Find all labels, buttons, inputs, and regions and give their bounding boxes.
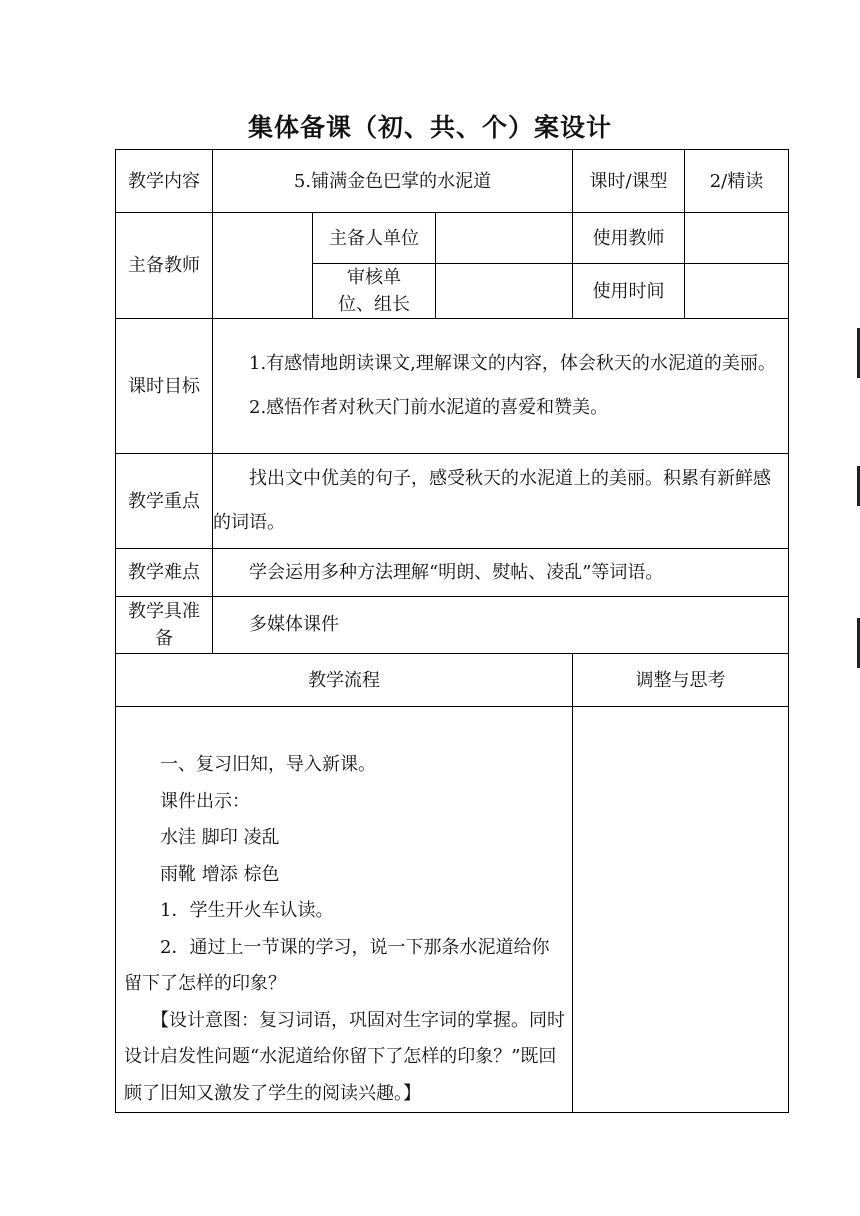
flow-words-2: 雨靴 增添 棕色 — [160, 863, 280, 885]
row-flow-content — [116, 707, 789, 1113]
goal-item: 1.有感情地朗读课文,理解课文的内容，体会秋天的水泥道的美丽。 — [249, 353, 776, 374]
value-review-unit — [436, 264, 573, 319]
page-title: 集体备课（初、共、个）案设计 — [247, 113, 612, 142]
row-difficulties — [116, 549, 789, 597]
value-goals — [213, 319, 789, 454]
value-user-teacher — [685, 213, 789, 264]
row-goals — [116, 319, 789, 454]
flow-words-1: 水洼 脚印 凌乱 — [160, 827, 280, 848]
header-adjust-reflect: 调整与思考 — [573, 654, 789, 707]
row-materials — [116, 597, 789, 654]
flow-step-2: 2．通过上一节课的学习，说一下那条水泥道给你留下了怎样的印象？ — [124, 936, 550, 994]
value-key-points: 找出文中优美的句子，感受秋天的水泥道上的美丽。积累有新鲜感的词语。 — [213, 454, 789, 549]
flow-heading: 一、复习旧知，导入新课。 — [160, 754, 376, 775]
row-teaching-content — [116, 150, 789, 213]
row-flow-header — [116, 654, 789, 707]
value-difficulties: 学会运用多种方法理解“明朗、熨帖、凌乱”等词语。 — [213, 549, 789, 597]
label-use-time: 使用时间 — [573, 264, 685, 319]
value-period-type: 2/精读 — [685, 150, 789, 213]
lesson-plan-table — [115, 149, 789, 1113]
value-main-teacher — [213, 213, 313, 319]
row-key-points — [116, 454, 789, 549]
label-key-points: 教学重点 — [116, 454, 213, 549]
label-teaching-content: 教学内容 — [116, 150, 213, 213]
label-user-teacher: 使用教师 — [573, 213, 685, 264]
label-goals: 课时目标 — [116, 319, 213, 454]
header-teaching-flow: 教学流程 — [116, 654, 573, 707]
goal-item: 2.感悟作者对秋天门前水泥道的喜爱和赞美。 — [249, 397, 609, 418]
flow-step-1: 1．学生开火车认读。 — [160, 900, 334, 921]
flow-design-intent: 【设计意图：复习词语，巩固对生字词的掌握。同时设计启发性问题“水泥道给你留下了怎样的印象？”既回顾了旧知又激发了学生的阅读兴趣。】 — [124, 1009, 565, 1104]
flow-courseware: 课件出示： — [160, 790, 250, 812]
teaching-flow-content — [116, 707, 573, 1113]
value-use-time — [685, 264, 789, 319]
row-main-teacher — [116, 213, 789, 264]
label-review-unit: 审核单位、组长 — [313, 264, 436, 319]
value-lesson-title: 5.铺满金色巴掌的水泥道 — [213, 150, 573, 213]
adjust-reflect-content — [573, 707, 789, 1113]
value-materials: 多媒体课件 — [213, 597, 789, 654]
label-difficulties: 教学难点 — [116, 549, 213, 597]
label-period-type: 课时/课型 — [573, 150, 685, 213]
label-preparer-unit: 主备人单位 — [313, 213, 436, 264]
value-preparer-unit — [436, 213, 573, 264]
label-materials: 教学具准备 — [116, 597, 213, 654]
label-main-teacher: 主备教师 — [116, 213, 213, 319]
